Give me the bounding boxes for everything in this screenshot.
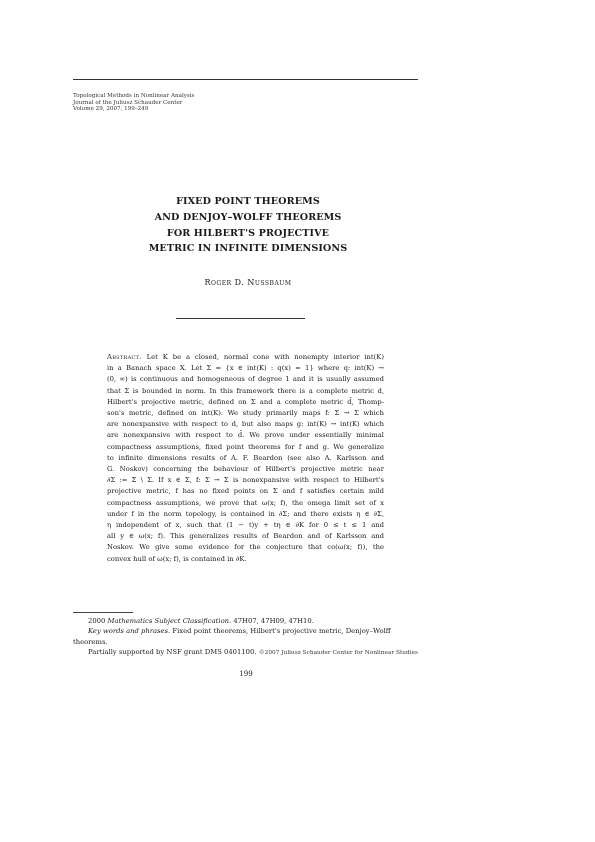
abstract-line: in a Banach space X. Let Σ = {x ∈ int(K) : q(x) = 1} where q: int(K) → xyxy=(107,364,384,373)
abstract-line: son's metric, defined on int(K). We study primarily maps f: Σ → Σ which xyxy=(107,409,384,418)
abstract-line: that Σ is bounded in norm. In this framework there is a complete metric d, xyxy=(107,386,384,395)
abstract-line: Noskov. We give some evidence for the conjecture that co(ω(x; f)), the xyxy=(107,543,384,552)
abstract-line: ∂Σ := Σ̄ \ Σ. If x ∈ Σ, f: Σ → Σ is nonexpansive with respect to Hilbert's xyxy=(107,476,384,485)
title-line-4: METRIC IN INFINITE DIMENSIONS xyxy=(148,243,348,255)
journal-publisher: Journal of the Juliusz Schauder Center xyxy=(73,99,183,106)
abstract-line: are nonexpansive with respect to d̄. We prove under essentially minimal xyxy=(107,431,384,440)
abstract-line: compactness assumptions, we prove that ω(x; f), the omega limit set of x xyxy=(107,498,384,507)
abstract-line: η independent of x, such that (1 − t)y + tη ∈ ∂K for 0 ≤ t ≤ 1 and xyxy=(107,521,384,530)
footnote-msc: 2000 Mathematics Subject Classification. 47H07, 47H09, 47H10. xyxy=(88,617,314,625)
abstract-line: under f in the norm topology, is contained in ∂Σ; and there exists η ∈ ∂Σ, xyxy=(107,509,384,518)
abstract-line: Abstract. Let K be a closed, normal cone with nonempty interior int(K) xyxy=(107,353,384,361)
journal-volume: Volume 29, 2007, 199–249 xyxy=(73,106,149,113)
title-separator-rule xyxy=(176,318,305,319)
abstract-line: projective metric, f has no fixed points on Σ and f satisfies certain mild xyxy=(107,487,384,496)
abstract-line: convex hull of ω(x; f), is contained in ∂K. xyxy=(107,554,247,563)
abstract-line: (0, ∞) is continuous and homogeneous of degree 1 and it is usually assumed xyxy=(107,375,384,384)
paper-title xyxy=(120,194,376,257)
abstract-line: Hilbert's projective metric, defined on Σ and a complete metric d̄, Thomp- xyxy=(107,397,384,406)
page-number: 199 xyxy=(239,670,253,678)
footnote-rule xyxy=(73,612,133,613)
abstract-line: compactness assumptions, fixed point theorems for f and g. We generalize xyxy=(107,442,384,451)
header-rule xyxy=(73,79,418,80)
copyright-notice: ©2007 Juliusz Schauder Center for Nonlinear Studies xyxy=(258,650,418,656)
footnote-keywords-cont: theorems. xyxy=(73,637,108,646)
abstract-line: are nonexpansive with respect to d, but also maps g: int(K) → int(K) which xyxy=(107,420,384,429)
journal-name: Topological Methods in Nonlinear Analysis xyxy=(73,93,195,99)
journal-info xyxy=(73,93,194,113)
author-name: Roger D. Nussbaum xyxy=(204,278,292,287)
abstract xyxy=(107,352,384,565)
abstract-line: all y ∈ ω(x; f). This generalizes results of Beardon and of Karlsson and xyxy=(107,532,384,541)
title-line-1: FIXED POINT THEOREMS xyxy=(176,196,320,207)
abstract-line: G. Noskov) concerning the behaviour of Hilbert's projective metric near xyxy=(107,465,384,474)
abstract-line: to infinite dimensions results of A. F. Beardon (see also A. Karlsson and xyxy=(107,453,384,462)
footnote-support: Partially supported by NSF grant DMS 0401100. xyxy=(88,648,257,657)
title-line-3: FOR HILBERT'S PROJECTIVE xyxy=(166,227,330,239)
title-line-2: AND DENJOY–WOLFF THEOREMS xyxy=(154,211,342,223)
abstract-heading: Abstract. xyxy=(107,353,142,361)
footnote-keywords: Key words and phrases. Fixed point theorems, Hilbert's projective metric, Denjoy–Wolff xyxy=(88,627,391,636)
